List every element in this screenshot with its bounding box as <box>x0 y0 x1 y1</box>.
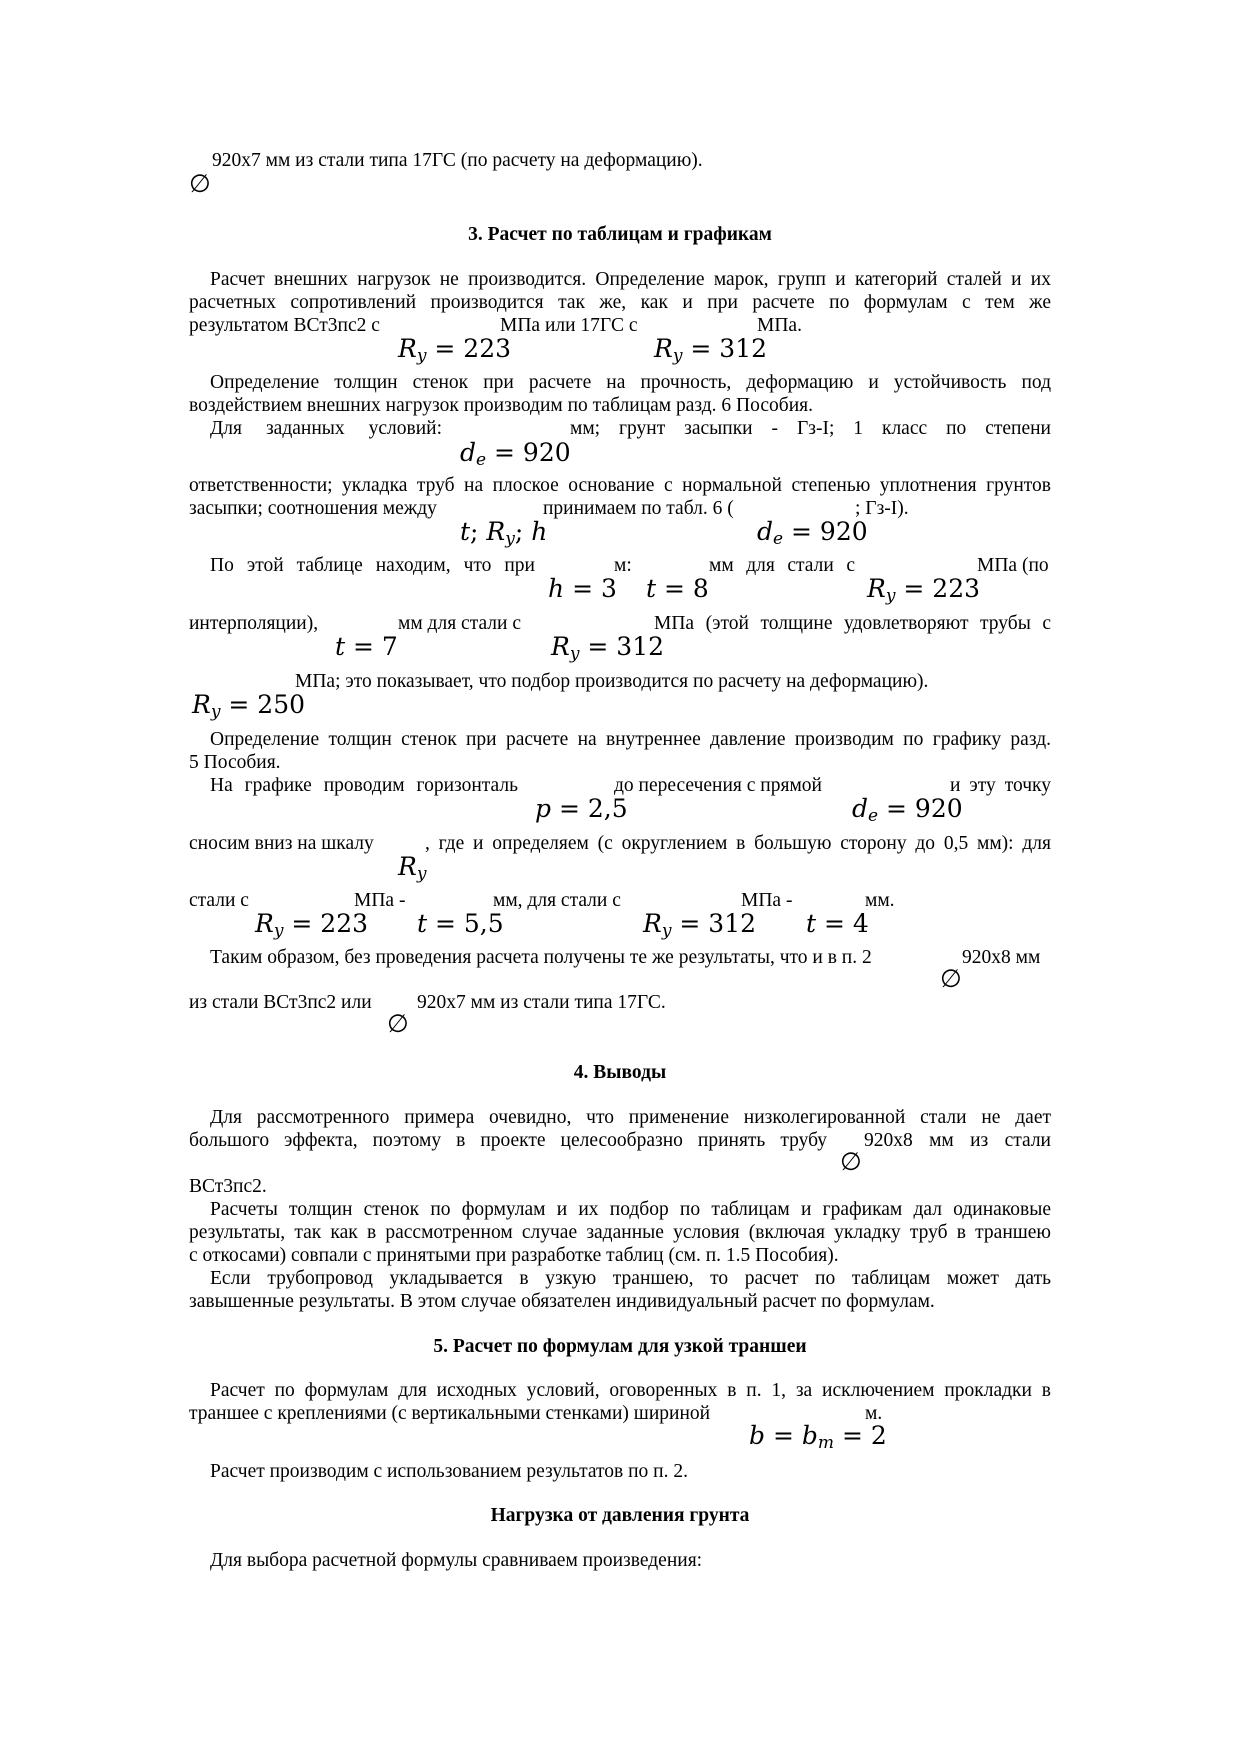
text-fragment: стали с <box>189 890 249 911</box>
text-fragment: мм; грунт засыпки - Гз-I; 1 класс по степени <box>570 418 1051 439</box>
formula-t-ry-h: t; $R_y$; h <box>460 517 548 549</box>
text-fragment: 920х8 мм <box>962 947 1041 968</box>
text-line: 5 Пособия. <box>189 752 281 773</box>
text-fragment: 920х7 мм из стали типа 17ГС. <box>417 992 666 1013</box>
paragraph-line: ответственности; укладка труб на плоское основание с нормальной степенью уплотнения грунтов <box>189 475 1051 496</box>
text-fragment: мм для стали с <box>398 613 521 634</box>
paragraph-line: Определение толщин стенок при расчете на прочность, деформацию и устойчивость под <box>210 372 1051 393</box>
formula-de-920: $d_e = 920$ <box>852 794 963 826</box>
paragraph-line: Расчеты толщин стенок по формулам и их подбор по таблицам и графикам дал одинаковые <box>210 1199 1051 1220</box>
paragraph-line: расчетных сопротивлений производится так же, как и при расчете по формулам с тем же <box>189 292 1051 313</box>
formula-ry-223: $R_y = 223$ <box>398 334 512 366</box>
paragraph-line: Для рассмотренного примера очевидно, что применение низколегированной стали не дает <box>210 1107 1051 1128</box>
paragraph-line: Определение толщин стенок при расчете на внутреннее давление производим по графику разд. <box>210 729 1051 750</box>
text-fragment: засыпки; соотношения между <box>189 498 437 519</box>
section-heading-4: 4. Выводы <box>573 1062 667 1083</box>
text-fragment: мм. <box>865 890 895 911</box>
text-line: завышенные результаты. В этом случае обязателен индивидуальный расчет по формулам. <box>189 1291 935 1312</box>
text-line: ВСт3пс2. <box>189 1176 267 1197</box>
formula-ry-250: $R_y = 250$ <box>192 690 306 722</box>
text-line: с откосами) совпали с принятыми при разработке таблиц (см. п. 1.5 Пособия). <box>189 1245 839 1266</box>
text-fragment: мм, для стали с <box>493 890 621 911</box>
text-line: МПа; это показывает, что подбор производится по расчету на деформацию). <box>295 671 929 692</box>
formula-de-920: $d_e = 920$ <box>460 438 571 470</box>
formula-ry-223: $R_y = 223$ <box>255 909 369 941</box>
text-fragment: , где и определяем (с округлением в большую сторону до 0,5 мм): для <box>425 833 1051 854</box>
text-fragment: МПа - <box>354 890 406 911</box>
text-fragment: до пересечения с прямой <box>614 775 822 796</box>
formula-de-920: $d_e = 920$ <box>757 517 868 549</box>
formula-b-bm-2: $b = b_m = 2$ <box>749 1421 887 1453</box>
text-line: воздействием внешних нагрузок производим по таблицам разд. 6 Пособия. <box>189 395 813 416</box>
formula-h-3: h = 3 <box>548 574 617 603</box>
formula-ry: $R_y$ <box>398 852 427 884</box>
section-heading-5: 5. Расчет по формулам для узкой траншеи <box>433 1336 807 1357</box>
text-line: Расчет производим с использованием результатов по п. 2. <box>210 1461 688 1482</box>
formula-t-4: t = 4 <box>806 909 869 938</box>
text-line: Для выбора расчетной формулы сравниваем произведения: <box>210 1550 703 1571</box>
formula-t-5-5: t = 5,5 <box>417 909 504 938</box>
formula-ry-312: $R_y = 312$ <box>551 632 665 664</box>
paragraph-line: Расчет по формулам для исходных условий, оговоренных в п. 1, за исключением прокладки в <box>210 1380 1051 1401</box>
text-fragment: МПа. <box>757 315 802 336</box>
formula-p-2-5: p = 2,5 <box>535 794 628 823</box>
text-fragment: большого эффекта, поэтому в проекте целесообразно принять трубу <box>189 1130 827 1151</box>
text-fragment: результатом ВСт3пс2 с <box>189 315 380 336</box>
paragraph-line: Если трубопровод укладывается в узкую траншею, то расчет по таблицам может дать <box>210 1268 1051 1289</box>
text-fragment: 920х8 мм из стали <box>864 1130 1051 1151</box>
diameter-icon: ∅ <box>189 169 211 198</box>
formula-ry-312: $R_y = 312$ <box>654 334 768 366</box>
formula-ry-223: $R_y = 223$ <box>867 574 981 606</box>
text-fragment: сносим вниз на шкалу <box>189 833 374 854</box>
text-fragment: ; Гз-I). <box>855 498 909 519</box>
text-fragment: Таким образом, без проведения расчета получены те же результаты, что и в п. 2 <box>210 947 872 968</box>
formula-ry-312: $R_y = 312$ <box>643 909 757 941</box>
text-line: 920х7 мм из стали типа 17ГС (по расчету на деформацию). <box>212 150 703 171</box>
text-fragment: Для заданных условий: <box>210 418 442 439</box>
text-fragment: МПа (этой толщине удовлетворяют трубы с <box>654 613 1051 634</box>
text-fragment: и эту точку <box>950 775 1051 796</box>
text-fragment: м: <box>614 555 632 576</box>
text-fragment: На графике проводим горизонталь <box>210 775 518 796</box>
text-fragment: интерполяции), <box>189 613 319 634</box>
text-fragment: МПа - <box>741 890 793 911</box>
paragraph-line: Расчет внешних нагрузок не производится. Определение марок, групп и категорий сталей и их <box>210 269 1051 290</box>
diameter-icon: ∅ <box>940 964 962 993</box>
text-fragment: принимаем по табл. 6 ( <box>543 498 734 519</box>
diameter-icon: ∅ <box>387 1009 409 1038</box>
paragraph-line: результаты, так как в рассмотренном случае заданные условия (включая укладку труб в траншею <box>189 1222 1051 1243</box>
text-fragment: мм для стали с <box>709 555 855 576</box>
text-fragment: МПа или 17ГС с <box>500 315 638 336</box>
text-fragment: м. <box>865 1403 883 1424</box>
text-fragment: По этой таблице находим, что при <box>210 555 535 576</box>
section-heading-load: Нагрузка от давления грунта <box>490 1505 750 1526</box>
formula-t-8: t = 8 <box>646 574 709 603</box>
formula-t-7: t = 7 <box>335 632 398 661</box>
text-fragment: МПа (по <box>977 555 1049 576</box>
text-fragment: из стали ВСт3пс2 или <box>189 992 372 1013</box>
section-heading-3: 3. Расчет по таблицам и графикам <box>468 224 772 245</box>
text-fragment: траншее с креплениями (с вертикальными стенками) шириной <box>189 1403 711 1424</box>
diameter-icon: ∅ <box>840 1147 862 1176</box>
